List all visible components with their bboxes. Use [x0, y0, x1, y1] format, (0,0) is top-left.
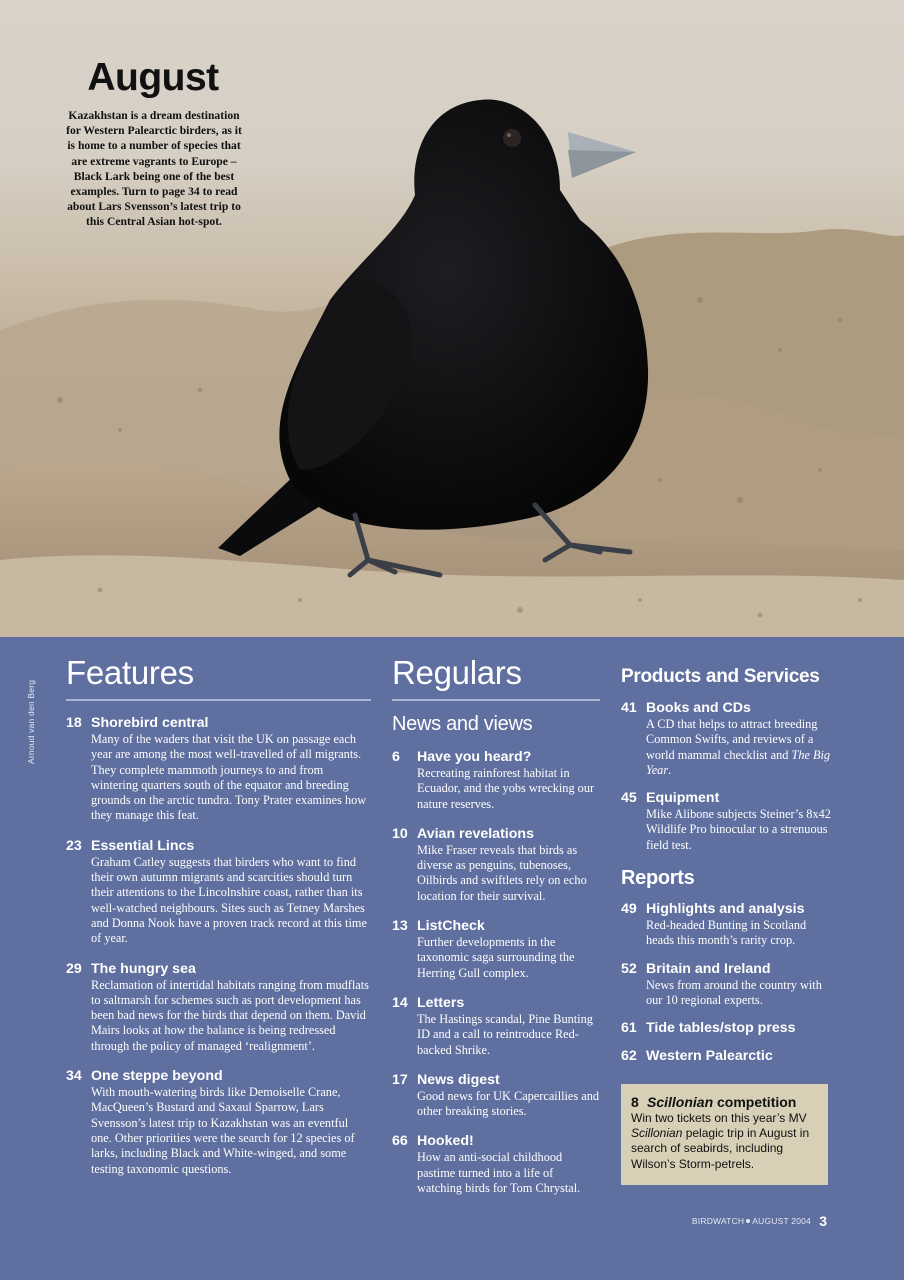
entry-page-number: 45	[621, 790, 637, 807]
competition-title-italic: Scillonian	[647, 1094, 714, 1110]
cover-title: August	[87, 56, 219, 99]
entry-heading	[621, 901, 833, 917]
contents-entry[interactable]	[66, 715, 371, 824]
contents-entry[interactable]	[621, 790, 833, 853]
entry-title: One steppe beyond	[91, 1068, 223, 1085]
entry-page-number: 52	[621, 960, 637, 977]
cover-photo	[0, 0, 904, 637]
entry-page-number: 6	[392, 749, 400, 765]
folio-dot	[746, 1219, 750, 1223]
entry-heading	[66, 715, 371, 731]
competition-title-rest: competition	[713, 1094, 797, 1110]
entry-heading	[392, 749, 600, 765]
contents-entry[interactable]	[621, 1020, 833, 1036]
contents-entry[interactable]	[621, 901, 833, 949]
competition-body-italic: Scillonian	[631, 1126, 683, 1141]
entry-title: Letters	[417, 994, 465, 1011]
folio	[692, 1216, 811, 1226]
entry-title: Shorebird central	[91, 715, 209, 731]
entry-heading	[392, 995, 600, 1011]
entry-title: ListCheck	[417, 918, 485, 935]
entry-summary: Further developments in the taxonomic saga surrounding the Herring Gull complex.	[417, 935, 575, 980]
publication-name: BIRDWATCH	[691, 1216, 745, 1226]
regulars-column	[392, 653, 600, 1196]
entry-summary	[621, 717, 833, 778]
contents-entry[interactable]	[392, 995, 600, 1058]
entry-summary: Recreating rainforest habitat in Ecuador, and the yobs wrecking our nature reserves.	[417, 766, 595, 811]
entry-page-number: 66	[392, 1133, 408, 1150]
photo-credit: Arnoud van den Berg	[26, 679, 36, 764]
entry-heading	[66, 838, 371, 854]
entry-summary-text: A CD that helps to attract breeding Common Swifts, and reviews of a world mammal checklist and	[646, 717, 818, 762]
entry-title: The hungry sea	[91, 960, 196, 977]
entry-summary: Reclamation of intertidal habitats ranging from mudflats to saltmarsh for schemes such as port development has been bad news for the birds that depend on them. David Mairs looks at how the balance is being redressed through the policy of managed ‘realignment’.	[91, 977, 369, 1053]
entry-page-number: 14	[392, 994, 408, 1011]
news-and-views-heading: News and views	[392, 713, 533, 735]
entry-summary: News from around the country with our 10 regional experts.	[646, 977, 822, 1007]
entry-summary: Many of the waders that visit the UK on passage each year are among the most well-travelled of all migrants. They complete mammoth journeys to and from wintering quarters south of the equator and breeding grounds on the arctic tundra. Tony Prater examines how they manage this feat.	[91, 732, 367, 823]
entry-heading	[621, 1048, 833, 1064]
contents-entry[interactable]	[621, 961, 833, 1009]
contents-entry[interactable]	[621, 700, 833, 778]
page-number: 3	[819, 1213, 827, 1229]
entry-heading	[621, 700, 833, 716]
entry-title: News digest	[417, 1071, 500, 1088]
reports-heading: Reports	[621, 867, 695, 890]
entry-title: Hooked!	[417, 1133, 474, 1150]
entry-summary: Mike Fraser reveals that birds as diverse as penguins, tubenoses, Oilbirds and swiftlets rely on echo location for their survival.	[417, 842, 587, 903]
contents-entry[interactable]	[66, 961, 371, 1054]
entry-heading	[66, 961, 371, 977]
entry-page-number: 62	[621, 1048, 637, 1065]
features-column	[66, 653, 371, 1177]
entry-summary: Graham Catley suggests that birders who want to find their own autumn migrants and scarcities should turn their attentions to the Lincolnshire coast, rather than its well-watched neighbours. Sites such as Tetney Marshes and Donna Nook have a proven track record at this time of year.	[91, 854, 367, 946]
entry-summary-text: Mike Alibone subjects Steiner’s 8x42 Wildlife Pro binocular to a strenuous field test.	[646, 807, 831, 852]
entry-heading	[392, 1072, 600, 1088]
entry-page-number: 49	[621, 901, 637, 918]
entry-page-number: 17	[392, 1071, 408, 1088]
contents-entry[interactable]	[392, 1072, 600, 1120]
entry-summary: The Hastings scandal, Pine Bunting ID and a call to reintroduce Red-backed Shrike.	[417, 1011, 593, 1057]
competition-body-pre: Win two tickets on this year’s MV	[631, 1111, 807, 1125]
entry-page-number: 13	[392, 918, 408, 935]
entry-title: Equipment	[646, 790, 720, 807]
competition-body	[631, 1111, 818, 1172]
products-heading: Products and Services	[621, 666, 820, 687]
entry-title: Have you heard?	[417, 749, 532, 765]
entry-heading	[621, 1020, 833, 1036]
entry-page-number: 23	[66, 837, 82, 854]
entry-title: Books and CDs	[646, 700, 751, 716]
entry-heading	[392, 826, 600, 842]
contents-entry[interactable]	[66, 838, 371, 947]
contents-entry[interactable]	[66, 1068, 371, 1177]
cover-caption: Kazakhstan is a dream destination for Western Palearctic birders, as it is home to a number of species that are extreme vagrants to Europe – Black Lark being one of the best examples. Turn to page 34 to read about Lars Svensson’s latest trip to this Central Asian hot-spot.	[66, 109, 242, 229]
entry-heading	[66, 1068, 371, 1084]
regulars-rule	[392, 699, 600, 701]
competition-heading	[631, 1094, 818, 1110]
entry-summary: How an anti-social childhood pastime turned into a life of watching birds for Tom Chrystal.	[417, 1150, 581, 1196]
entry-heading	[392, 918, 600, 934]
entry-summary: With mouth-watering birds like Demoiselle Crane, MacQueen’s Bustard and Saxaul Sparrow, Lars Svensson’s latest trip to Kazakhstan was an eventful one. Other priorities were the search for 12 species of larks, including Black and White-winged, and some testing taxonomic questions.	[91, 1085, 355, 1176]
reports-list	[621, 901, 833, 1064]
entry-heading	[621, 961, 833, 977]
products-list	[621, 700, 833, 853]
competition-box[interactable]	[621, 1084, 828, 1185]
entry-title: Avian revelations	[417, 825, 534, 842]
contents-entry[interactable]	[392, 1133, 600, 1196]
entry-title: Western Palearctic	[646, 1048, 773, 1065]
features-rule	[66, 699, 371, 701]
entry-summary: Red-headed Bunting in Scotland heads this month’s rarity crop.	[646, 918, 807, 948]
issue-date: AUGUST 2004	[752, 1216, 811, 1226]
contents-entry[interactable]	[392, 749, 600, 812]
entry-title: Highlights and analysis	[646, 901, 805, 918]
entry-heading	[392, 1133, 600, 1149]
features-list	[66, 715, 371, 1177]
entry-title: Britain and Ireland	[646, 960, 771, 977]
entry-page-number: 61	[621, 1020, 637, 1037]
contents-entry[interactable]	[621, 1048, 833, 1064]
entry-title: Essential Lincs	[91, 837, 195, 854]
contents-entry[interactable]	[392, 826, 600, 904]
entry-heading	[621, 790, 833, 806]
entry-page-number: 18	[66, 715, 82, 731]
entry-page-number: 41	[621, 700, 637, 716]
regulars-list	[392, 749, 600, 1196]
entry-summary-italic: The Big Year	[646, 747, 831, 777]
entry-page-number: 34	[66, 1068, 82, 1085]
entry-summary	[621, 807, 833, 853]
regulars-heading: Regulars	[392, 654, 522, 691]
products-column	[621, 664, 833, 1064]
competition-page: 8	[631, 1094, 639, 1110]
competition-body-post: pelagic trip in August in search of seabirds, including Wilson’s Storm-petrels.	[631, 1126, 810, 1171]
entry-page-number: 10	[392, 825, 408, 842]
entry-title: Tide tables/stop press	[646, 1020, 796, 1037]
contents-entry[interactable]	[392, 918, 600, 981]
entry-summary: Good news for UK Capercaillies and other breaking stories.	[417, 1088, 600, 1119]
entry-page-number: 29	[66, 960, 82, 977]
features-heading: Features	[66, 654, 194, 691]
entry-summary-text-end: .	[668, 762, 672, 777]
